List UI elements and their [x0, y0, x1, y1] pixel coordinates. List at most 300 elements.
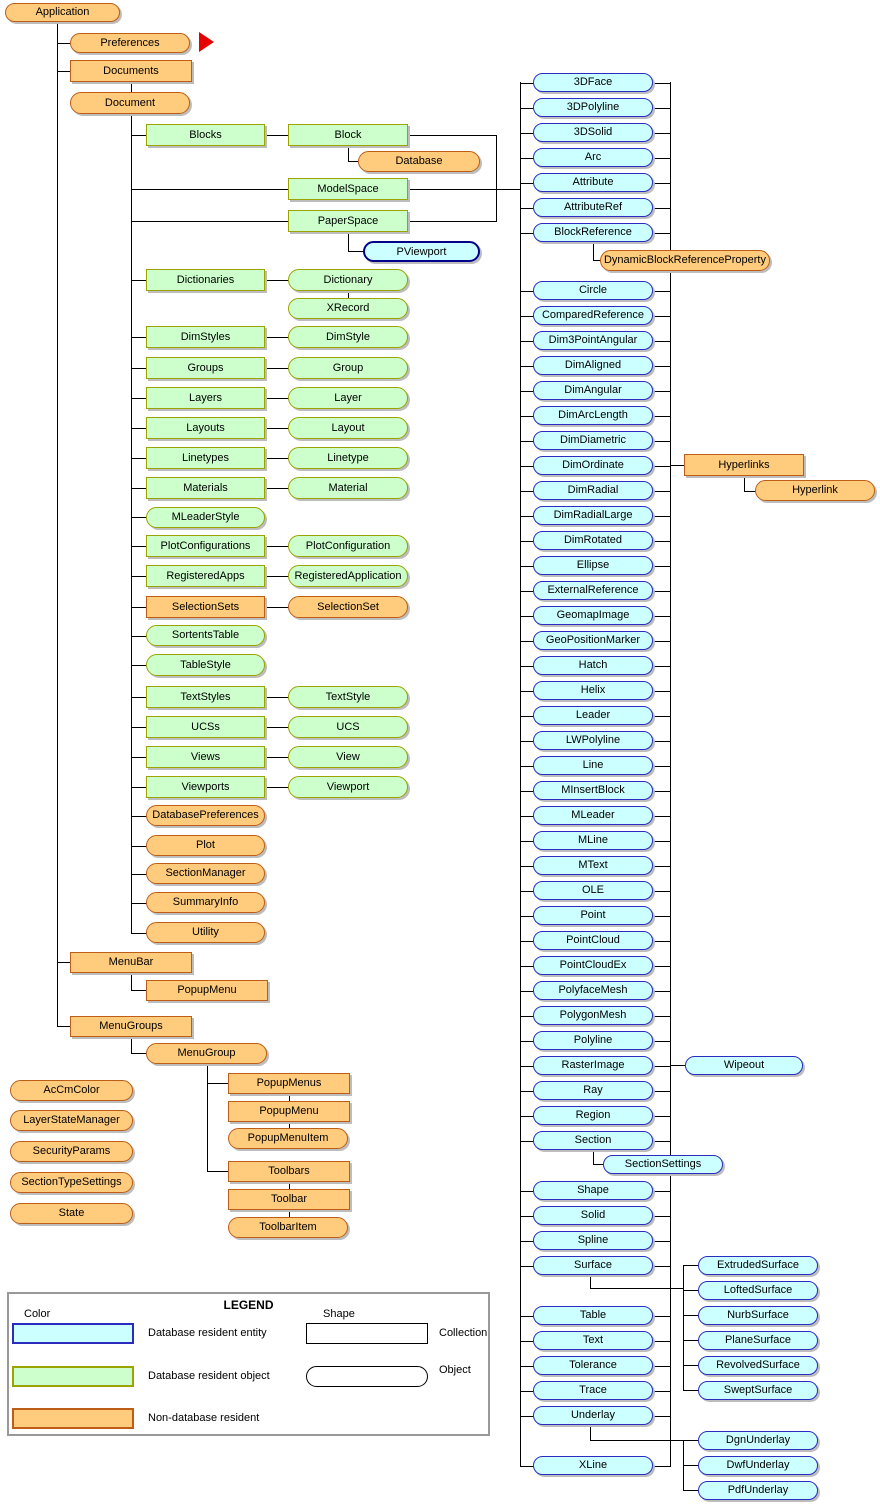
node-sectionmanager[interactable]: SectionManager — [146, 863, 265, 884]
connector-line — [653, 233, 671, 234]
node-dimarclength[interactable]: DimArcLength — [533, 406, 653, 425]
node-xline[interactable]: XLine — [533, 1456, 653, 1475]
node-dynamicblockreferenceproperty[interactable]: DynamicBlockReferenceProperty — [600, 250, 770, 271]
node-dimstyle[interactable]: DimStyle — [288, 326, 408, 348]
node-layers[interactable]: Layers — [146, 387, 265, 409]
node-polyfacemesh[interactable]: PolyfaceMesh — [533, 981, 653, 1000]
node-preferences[interactable]: Preferences — [70, 33, 190, 53]
connector-line — [131, 846, 147, 847]
node-pointcloudex[interactable]: PointCloudEx — [533, 956, 653, 975]
connector-line — [520, 316, 534, 317]
node-dimangular[interactable]: DimAngular — [533, 381, 653, 400]
connector-line — [683, 1290, 699, 1291]
node-text[interactable]: Text — [533, 1331, 653, 1350]
connector-line — [520, 641, 534, 642]
connector-line — [653, 1216, 671, 1217]
connector-line — [131, 874, 147, 875]
node-plot[interactable]: Plot — [146, 835, 265, 856]
connector-line — [653, 366, 671, 367]
connector-line — [653, 158, 671, 159]
node-layout[interactable]: Layout — [288, 417, 408, 439]
node-mtext[interactable]: MText — [533, 856, 653, 875]
node-point[interactable]: Point — [533, 906, 653, 925]
connector-line — [131, 1053, 147, 1054]
node-hyperlinks[interactable]: Hyperlinks — [684, 454, 804, 476]
connector-line — [520, 541, 534, 542]
connector-line — [653, 466, 671, 467]
node-geomapimage[interactable]: GeomapImage — [533, 606, 653, 625]
connector-line — [653, 566, 671, 567]
node-section[interactable]: Section — [533, 1131, 653, 1150]
legend-shape-collection-sample — [306, 1323, 428, 1344]
node-nurbsurface[interactable]: NurbSurface — [698, 1306, 818, 1325]
node-ole[interactable]: OLE — [533, 881, 653, 900]
node-plotconfiguration[interactable]: PlotConfiguration — [288, 535, 408, 557]
connector-line — [520, 158, 534, 159]
connector-line — [265, 787, 289, 788]
node-toolbar[interactable]: Toolbar — [228, 1189, 350, 1210]
connector-line — [653, 1366, 671, 1367]
connector-line — [265, 428, 289, 429]
node-group[interactable]: Group — [288, 357, 408, 379]
node-surface[interactable]: Surface — [533, 1256, 653, 1275]
connector-line — [653, 1416, 671, 1417]
node-3dsolid[interactable]: 3DSolid — [533, 123, 653, 142]
connector-line — [653, 1091, 671, 1092]
connector-line — [653, 891, 671, 892]
connector-line — [520, 416, 534, 417]
connector-line — [520, 716, 534, 717]
node-mleaderstyle[interactable]: MLeaderStyle — [146, 507, 265, 528]
connector-line — [131, 337, 147, 338]
connector-line — [131, 368, 147, 369]
connector-line — [131, 665, 147, 666]
node-textstyle[interactable]: TextStyle — [288, 686, 408, 708]
connector-line — [653, 183, 671, 184]
node-dwfunderlay[interactable]: DwfUnderlay — [698, 1456, 818, 1475]
node-linetypes[interactable]: Linetypes — [146, 447, 265, 469]
node-spline[interactable]: Spline — [533, 1231, 653, 1250]
connector-line — [653, 1316, 671, 1317]
connector-line — [520, 741, 534, 742]
connector-line — [520, 233, 534, 234]
connector-line — [520, 1141, 534, 1142]
connector-line — [520, 1066, 534, 1067]
node-viewports[interactable]: Viewports — [146, 776, 265, 798]
connector-line — [593, 1150, 594, 1165]
node-materials[interactable]: Materials — [146, 477, 265, 499]
connector-line — [57, 22, 58, 1027]
connector-line — [265, 607, 289, 608]
connector-line — [520, 391, 534, 392]
node-dgnunderlay[interactable]: DgnUnderlay — [698, 1431, 818, 1450]
connector-line — [520, 991, 534, 992]
node-toolbaritem[interactable]: ToolbarItem — [228, 1217, 348, 1238]
connector-line — [520, 1316, 534, 1317]
node-dimordinate[interactable]: DimOrdinate — [533, 456, 653, 475]
connector-line — [670, 82, 671, 1466]
connector-line — [653, 791, 671, 792]
node-popupmenus[interactable]: PopupMenus — [228, 1073, 350, 1094]
connector-line — [653, 1341, 671, 1342]
connector-line — [520, 441, 534, 442]
node-summaryinfo[interactable]: SummaryInfo — [146, 892, 265, 913]
connector-line — [265, 757, 289, 758]
connector-line — [520, 616, 534, 617]
connector-line — [408, 189, 521, 190]
node-popupmenu-2[interactable]: PopupMenu — [228, 1101, 350, 1122]
node-ucss[interactable]: UCSs — [146, 716, 265, 738]
node-block[interactable]: Block — [288, 124, 408, 146]
node-mleader[interactable]: MLeader — [533, 806, 653, 825]
connector-line — [57, 1026, 71, 1027]
node-wipeout[interactable]: Wipeout — [685, 1056, 803, 1075]
connector-line — [265, 488, 289, 489]
connector-line — [653, 341, 671, 342]
node-layer[interactable]: Layer — [288, 387, 408, 409]
node-sectionsettings[interactable]: SectionSettings — [603, 1155, 723, 1174]
connector-line — [653, 541, 671, 542]
connector-line — [653, 416, 671, 417]
connector-line — [520, 941, 534, 942]
connector-line — [348, 146, 349, 162]
node-dimdiametric[interactable]: DimDiametric — [533, 431, 653, 450]
connector-line — [520, 82, 521, 1466]
node-circle[interactable]: Circle — [533, 281, 653, 300]
node-polygonmesh[interactable]: PolygonMesh — [533, 1006, 653, 1025]
connector-line — [653, 841, 671, 842]
connector-line — [653, 916, 671, 917]
node-dimradial[interactable]: DimRadial — [533, 481, 653, 500]
connector-line — [653, 666, 671, 667]
connector-line — [265, 727, 289, 728]
connector-line — [131, 517, 147, 518]
connector-line — [131, 114, 132, 934]
node-underlay[interactable]: Underlay — [533, 1406, 653, 1425]
connector-line — [207, 1083, 229, 1084]
node-hatch[interactable]: Hatch — [533, 656, 653, 675]
node-layerstatemanager[interactable]: LayerStateManager — [10, 1110, 133, 1131]
connector-line — [131, 607, 147, 608]
node-application[interactable]: Application — [5, 3, 120, 22]
legend-swatch-object — [12, 1366, 134, 1387]
connector-line — [520, 1116, 534, 1117]
connector-line — [57, 71, 71, 72]
connector-line — [131, 697, 147, 698]
node-layouts[interactable]: Layouts — [146, 417, 265, 439]
connector-line — [131, 1037, 132, 1054]
connector-line — [520, 1416, 534, 1417]
node-dimstyles[interactable]: DimStyles — [146, 326, 265, 348]
connector-line — [683, 1465, 699, 1466]
node-ellipse[interactable]: Ellipse — [533, 556, 653, 575]
node-database[interactable]: Database — [358, 151, 480, 172]
node-views[interactable]: Views — [146, 746, 265, 768]
connector-line — [683, 1490, 699, 1491]
node-sortentstable[interactable]: SortentsTable — [146, 625, 265, 646]
connector-line — [520, 466, 534, 467]
node-menugroup[interactable]: MenuGroup — [146, 1043, 267, 1064]
connector-line — [520, 891, 534, 892]
connector-line — [131, 221, 289, 222]
node-tablestyle[interactable]: TableStyle — [146, 654, 265, 676]
connector-line — [653, 1116, 671, 1117]
connector-line — [683, 1315, 699, 1316]
node-blockreference[interactable]: BlockReference — [533, 223, 653, 242]
node-trace[interactable]: Trace — [533, 1381, 653, 1400]
node-state[interactable]: State — [10, 1203, 133, 1224]
node-mline[interactable]: MLine — [533, 831, 653, 850]
connector-line — [593, 242, 594, 261]
connector-line — [653, 1191, 671, 1192]
connector-line — [590, 1425, 591, 1441]
connector-line — [131, 816, 147, 817]
node-securityparams[interactable]: SecurityParams — [10, 1141, 133, 1162]
connector-line — [653, 291, 671, 292]
connector-line — [653, 991, 671, 992]
node-extrudedsurface[interactable]: ExtrudedSurface — [698, 1256, 818, 1275]
connector-line — [520, 1091, 534, 1092]
node-sectiontypesettings[interactable]: SectionTypeSettings — [10, 1172, 133, 1193]
connector-line — [683, 1365, 699, 1366]
connector-line — [653, 316, 671, 317]
connector-line — [348, 251, 364, 252]
node-rasterimage[interactable]: RasterImage — [533, 1056, 653, 1075]
node-registeredapplication[interactable]: RegisteredApplication — [288, 565, 408, 587]
connector-line — [520, 591, 534, 592]
connector-line — [653, 108, 671, 109]
legend-collection-label: Collection — [439, 1327, 488, 1339]
node-groups[interactable]: Groups — [146, 357, 265, 379]
node-document[interactable]: Document — [70, 92, 190, 114]
connector-line — [653, 1041, 671, 1042]
node-viewport[interactable]: Viewport — [288, 776, 408, 798]
connector-line — [265, 398, 289, 399]
connector-line — [683, 1265, 699, 1266]
connector-line — [520, 766, 534, 767]
connector-line — [653, 516, 671, 517]
connector-line — [653, 716, 671, 717]
red-arrow-marker — [199, 32, 214, 52]
node-dictionaries[interactable]: Dictionaries — [146, 269, 265, 291]
connector-line — [265, 135, 289, 136]
node-dimaligned[interactable]: DimAligned — [533, 356, 653, 375]
connector-line — [520, 816, 534, 817]
connector-line — [653, 1241, 671, 1242]
connector-line — [207, 1171, 229, 1172]
node-selectionset[interactable]: SelectionSet — [288, 596, 408, 618]
connector-line — [131, 428, 147, 429]
node-textstyles[interactable]: TextStyles — [146, 686, 265, 708]
node-shape[interactable]: Shape — [533, 1181, 653, 1200]
node-table[interactable]: Table — [533, 1306, 653, 1325]
node-tolerance[interactable]: Tolerance — [533, 1356, 653, 1375]
connector-line — [520, 566, 534, 567]
connector-line — [520, 1191, 534, 1192]
connector-line — [520, 1341, 534, 1342]
legend-shape-label: Shape — [323, 1308, 355, 1320]
node-menugroups[interactable]: MenuGroups — [70, 1016, 192, 1037]
node-line[interactable]: Line — [533, 756, 653, 775]
node-menubar[interactable]: MenuBar — [70, 952, 192, 973]
connector-line — [653, 1391, 671, 1392]
connector-line — [520, 208, 534, 209]
connector-line — [520, 916, 534, 917]
node-ray[interactable]: Ray — [533, 1081, 653, 1100]
node-externalreference[interactable]: ExternalReference — [533, 581, 653, 600]
connector-line — [520, 183, 534, 184]
node-attributeref[interactable]: AttributeRef — [533, 198, 653, 217]
connector-line — [683, 1440, 684, 1491]
connector-line — [520, 1041, 534, 1042]
node-view[interactable]: View — [288, 746, 408, 768]
connector-line — [520, 291, 534, 292]
node-polyline[interactable]: Polyline — [533, 1031, 653, 1050]
connector-line — [653, 966, 671, 967]
node-leader[interactable]: Leader — [533, 706, 653, 725]
connector-line — [653, 691, 671, 692]
legend-swatch-entity — [12, 1323, 134, 1344]
connector-line — [131, 135, 147, 136]
connector-line — [131, 973, 132, 991]
connector-line — [670, 1065, 686, 1066]
connector-line — [131, 727, 147, 728]
connector-line — [265, 337, 289, 338]
connector-line — [520, 691, 534, 692]
node-dim3pointangular[interactable]: Dim3PointAngular — [533, 331, 653, 350]
node-ucs[interactable]: UCS — [288, 716, 408, 738]
connector-line — [653, 641, 671, 642]
node-modelspace[interactable]: ModelSpace — [288, 178, 408, 200]
legend-object-shape-label: Object — [439, 1364, 471, 1376]
node-revolvedsurface[interactable]: RevolvedSurface — [698, 1356, 818, 1375]
connector-line — [131, 787, 147, 788]
node-dimradiallarge[interactable]: DimRadialLarge — [533, 506, 653, 525]
node-popupmenuitem[interactable]: PopupMenuItem — [228, 1128, 348, 1149]
node-linetype[interactable]: Linetype — [288, 447, 408, 469]
connector-line — [653, 866, 671, 867]
node-helix[interactable]: Helix — [533, 681, 653, 700]
legend-color-label: Color — [24, 1308, 51, 1320]
connector-line — [653, 83, 671, 84]
connector-line — [131, 398, 147, 399]
node-popupmenu[interactable]: PopupMenu — [146, 980, 268, 1001]
connector-line — [408, 135, 497, 136]
node-arc[interactable]: Arc — [533, 148, 653, 167]
node-lwpolyline[interactable]: LWPolyline — [533, 731, 653, 750]
connector-line — [131, 488, 147, 489]
node-plotconfigurations[interactable]: PlotConfigurations — [146, 535, 265, 557]
node-pviewport[interactable]: PViewport — [363, 241, 480, 262]
connector-line — [653, 1066, 671, 1067]
connector-line — [520, 841, 534, 842]
legend-title: LEGEND — [223, 1298, 274, 1312]
connector-line — [653, 133, 671, 134]
connector-line — [520, 666, 534, 667]
node-blocks[interactable]: Blocks — [146, 124, 265, 146]
node-solid[interactable]: Solid — [533, 1206, 653, 1225]
node-pdfunderlay[interactable]: PdfUnderlay — [698, 1481, 818, 1500]
node-selectionsets[interactable]: SelectionSets — [146, 596, 265, 618]
node-material[interactable]: Material — [288, 477, 408, 499]
node-minsertblock[interactable]: MInsertBlock — [533, 781, 653, 800]
connector-line — [57, 962, 71, 963]
connector-line — [670, 465, 685, 466]
connector-line — [520, 1016, 534, 1017]
connector-line — [653, 491, 671, 492]
connector-line — [744, 476, 745, 492]
node-hyperlink[interactable]: Hyperlink — [755, 480, 875, 501]
node-databasepreferences[interactable]: DatabasePreferences — [146, 805, 265, 826]
connector-line — [520, 866, 534, 867]
connector-line — [653, 1141, 671, 1142]
node-toolbars[interactable]: Toolbars — [228, 1161, 350, 1182]
connector-line — [520, 108, 534, 109]
connector-line — [520, 341, 534, 342]
connector-line — [131, 903, 147, 904]
connector-line — [520, 491, 534, 492]
connector-line — [131, 990, 147, 991]
node-geopositionmarker[interactable]: GeoPositionMarker — [533, 631, 653, 650]
connector-line — [683, 1440, 699, 1441]
node-planesurface[interactable]: PlaneSurface — [698, 1331, 818, 1350]
node-registeredapps[interactable]: RegisteredApps — [146, 565, 265, 587]
node-pointcloud[interactable]: PointCloud — [533, 931, 653, 950]
connector-line — [683, 1390, 699, 1391]
connector-line — [131, 458, 147, 459]
legend-shape-object-sample — [306, 1366, 428, 1387]
connector-line — [265, 280, 289, 281]
connector-line — [520, 366, 534, 367]
node-accmcolor[interactable]: AcCmColor — [10, 1080, 133, 1101]
node-3dface[interactable]: 3DFace — [533, 73, 653, 92]
node-loftedsurface[interactable]: LoftedSurface — [698, 1281, 818, 1300]
node-3dpolyline[interactable]: 3DPolyline — [533, 98, 653, 117]
connector-line — [520, 791, 534, 792]
connector-line — [207, 1064, 208, 1172]
connector-line — [265, 576, 289, 577]
connector-line — [653, 941, 671, 942]
connector-line — [653, 391, 671, 392]
legend-object-label: Database resident object — [148, 1370, 270, 1382]
node-xrecord[interactable]: XRecord — [288, 298, 408, 319]
legend-nondb-label: Non-database resident — [148, 1412, 260, 1424]
node-utility[interactable]: Utility — [146, 922, 265, 943]
connector-line — [653, 1466, 671, 1467]
connector-line — [520, 133, 534, 134]
connector-line — [520, 1216, 534, 1217]
connector-line — [520, 966, 534, 967]
node-attribute[interactable]: Attribute — [533, 173, 653, 192]
connector-line — [131, 546, 147, 547]
connector-line — [265, 458, 289, 459]
connector-line — [265, 546, 289, 547]
node-paperspace[interactable]: PaperSpace — [288, 210, 408, 232]
connector-line — [520, 1266, 534, 1267]
connector-line — [683, 1265, 684, 1391]
connector-line — [653, 766, 671, 767]
connector-line — [265, 368, 289, 369]
connector-line — [653, 591, 671, 592]
node-dimrotated[interactable]: DimRotated — [533, 531, 653, 550]
legend-entity-label: Database resident entity — [148, 1327, 267, 1339]
node-sweptsurface[interactable]: SweptSurface — [698, 1381, 818, 1400]
node-documents[interactable]: Documents — [70, 60, 192, 82]
connector-line — [683, 1340, 699, 1341]
node-dictionary[interactable]: Dictionary — [288, 269, 408, 291]
node-region[interactable]: Region — [533, 1106, 653, 1125]
node-comparedreference[interactable]: ComparedReference — [533, 306, 653, 325]
